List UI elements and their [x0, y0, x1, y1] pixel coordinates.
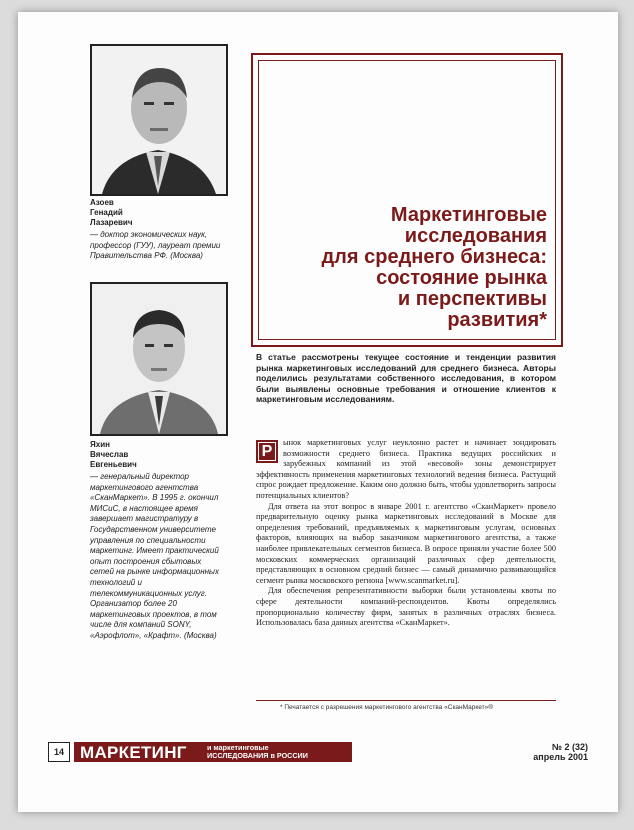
author2-patronymic: Евгеньевич [90, 460, 137, 469]
title-frame [251, 53, 563, 347]
author-name-yakhin [90, 440, 137, 470]
magazine-brand [74, 742, 352, 762]
magazine-page [18, 12, 618, 812]
article-abstract: В статье рассмотрены текущее состояние и тенденции развития рынка маркетинговых исследований для среднего бизнеса. Авторы поделились результатами собственного исследования, в котором были выявлены основные требования и отношение клиентов к маркетинговым исследованиям. [256, 352, 556, 405]
brand-subtitle [207, 744, 308, 760]
portrait-2-illustration [92, 284, 226, 434]
author1-patronymic: Лазаревич [90, 218, 133, 227]
author-photo-azoev [90, 44, 228, 196]
page-footer [48, 742, 588, 764]
brand-subtitle-line1: и маркетинговые [207, 743, 269, 752]
brand-subtitle-line2: ИССЛЕДОВАНИЯ в РОССИИ [207, 751, 308, 760]
footnote: * Печатается с разрешения маркетингового агентства «СканМаркет»® [280, 704, 494, 711]
paragraph-2: Для ответа на этот вопрос в январе 2001 г. агентство «СканМаркет» провело предварительную оценку рынка маркетинговых исследований в Москве для определения требований, предъявляемых к маркетинговым услугам, основных факторов, влияющих на выбор заказчиком маркетингового агентства, а также наиболее привлекательных сегментов бизнеса. В опросе приняли участие более 500 московских коммерческих организаций различных сфер деятельности, представляющих в основном средний бизнес — самый динамично развивающийся сегмент рынка московского региона [www.scanmarket.ru]. [256, 501, 556, 585]
author2-firstname: Вячеслав [90, 450, 129, 459]
portrait-1-illustration [92, 46, 226, 194]
author-bio-azoev: — доктор экономических наук, профессор (ГУУ), лауреат премии Правительства РФ. (Москва) [90, 230, 221, 261]
drop-cap: Р [256, 440, 278, 463]
paragraph-1 [256, 438, 556, 502]
page-number: 14 [48, 742, 70, 762]
paragraph-3: Для обеспечения репрезентативности выборки были установлены квоты по сфере деятельности компаний-респондентов. Квоты определялись пропорционально количеству фирм, занятых в различных отраслях бизнеса. Использовалась база данных агентства «СканМаркет». [256, 586, 556, 628]
issue-date: апрель 2001 [533, 752, 588, 762]
author1-surname: Азоев [90, 198, 114, 207]
author1-firstname: Генадий [90, 208, 123, 217]
author2-surname: Яхин [90, 440, 110, 449]
article-title: Маркетинговые исследования для среднего бизнеса: состояние рынка и перспективы развития* [321, 204, 547, 331]
author-photo-yakhin [90, 282, 228, 436]
footnote-divider [256, 700, 556, 701]
issue-number: № 2 (32) [551, 742, 588, 752]
author-bio-yakhin: — генеральный директор маркетингового агентства «СканМаркет». В 1995 г. окончил МИСиС, в настоящее время завершает магистратуру в Государственном университете управления по специальности маркетинг. Имеет практический опыт построения сбытовых сетей на рынке информационных технологий и телекоммуникационных услуг. Организатор более 20 маркетинговых проектов, в том числе для компаний SONY, «Аэрофлот», «Крафт». (Москва) [90, 472, 219, 640]
article-body [256, 438, 556, 629]
author-name-azoev [90, 198, 133, 228]
brand-main-title: МАРКЕТИНГ [80, 743, 187, 762]
paragraph-1-text: ынок маркетинговых услуг неуклонно растет и начинает зондировать возможности среднего бизнеса. Практика ведущих российских и зарубежных компаний из этой «весовой» зоны демонстрирует эффективность применения маркетинговых технологий ведения бизнеса. Растущий спрос рождает предложение. Каким оно должно быть, чтобы удовлетворить запросы потенциальных клиентов? [256, 438, 556, 500]
issue-info [533, 742, 588, 762]
